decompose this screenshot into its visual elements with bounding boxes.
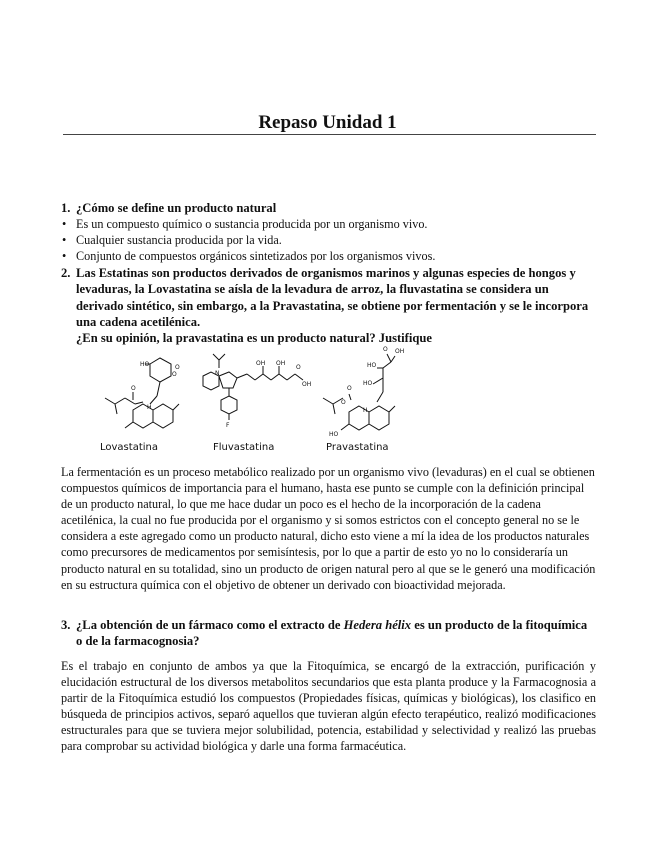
question-3-text <box>76 617 596 650</box>
atom-label: HO <box>140 361 150 368</box>
atom-label: O <box>172 371 177 378</box>
question-2 <box>61 265 596 346</box>
question-1 <box>61 200 596 216</box>
lovastatin-structure <box>105 358 180 428</box>
question-3-species-name: Hedera hélix <box>343 618 412 632</box>
question-3-text-start: ¿La obtención de un fármaco como el extracto de <box>76 618 344 632</box>
question-3-text-end: es un producto de la fitoquímica o de la farmacognosia? <box>76 618 588 649</box>
question-3 <box>61 617 596 650</box>
atom-label: H <box>147 404 152 411</box>
question-2-text: Las Estatinas son productos derivados de organismos marinos y algunas especies de hongos y levaduras, la Lovastatina se aísla de la levadura de arroz, la fluvastatina se considera un derivado sintético, sin embargo, a la Pravastatina, se obtiene por fermentación y se le incorpora una cadena acetilénica. <box>76 266 589 329</box>
list-item: • Es un compuesto químico o sustancia producida por un organismo vivo. <box>61 216 596 232</box>
structure-label-lovastatina: Lovastatina <box>100 442 158 453</box>
question-3-number: 3. <box>61 618 71 632</box>
question-3-answer: Es el trabajo en conjunto de ambos ya que la Fitoquímica, se encargó de la extracción, purificación y elucidación estructural de los diversos metabolitos secundarios que esta planta produce y la Farmacognosia a partir de la Fitoquímica estudió los compuestos (Propiedades físicas, químicas y biológicas), los clasifico en búsqueda de principios activos, separó aquellos que tuvieran algún efecto terapéutico, realizó modificaciones estructurales para que se tuviera mejor solubilidad, potencia, estabilidad y selectividad y realizó las pruebas para comprobar su actividad biológica y darle una forma farmacéutica. <box>61 659 596 754</box>
atom-label: OH <box>302 381 312 388</box>
question-2-number: 2. <box>61 266 71 280</box>
atom-label: OH <box>256 360 266 367</box>
atom-label: O <box>296 364 301 371</box>
statin-structures-figure <box>95 344 415 444</box>
question-2-answer: La fermentación es un proceso metabólico realizado por un organismo vivo (levaduras) en el cual se obtienen compuestos químicos de importancia para el humano, hasta ese punto se cumple con la definición principal de un producto natural, lo que me hace dudar un poco es el hecho de la incorporación de la cadena acetilénica, la cual no fue producida por el organismo y si somos estrictos con el concepto general no se le considera a este agregado como un producto natural, dicho esto viene a mí la idea de los productos naturales como precursores de medicamentos por semisíntesis, por lo que a partir de esto yo no lo consideraría un producto natural en su totalidad, sino un producto de origen natural pero al que se le generó una modificación en su estructura química con el objetivo de obtener un derivado con bioactividad mejorada. <box>61 465 596 592</box>
atom-label: HO <box>329 431 339 438</box>
atom-label: O <box>347 385 352 392</box>
list-item: • Conjunto de compuestos orgánicos sintetizados por los organismos vivos. <box>61 248 596 264</box>
fluvastatin-structure <box>203 354 311 429</box>
atom-label: O <box>175 364 180 371</box>
pravastatin-structure <box>323 346 404 438</box>
title-underline <box>63 134 596 135</box>
question-1-number: 1. <box>61 201 71 215</box>
structure-label-pravastatina: Pravastatina <box>326 442 389 453</box>
question-2-subquestion: ¿En su opinión, la pravastatina es un producto natural? Justifique <box>76 331 432 346</box>
page-title: Repaso Unidad 1 <box>258 112 397 133</box>
atom-label: OH <box>395 348 405 355</box>
atom-label: H <box>363 407 368 414</box>
atom-label: F <box>226 422 230 429</box>
atom-label: HO <box>363 380 373 387</box>
question-1-bullet-list <box>61 216 596 265</box>
structure-label-fluvastatina: Fluvastatina <box>213 442 275 453</box>
list-item: • Cualquier sustancia producida por la vida. <box>61 232 596 248</box>
question-1-text: ¿Cómo se define un producto natural <box>76 201 277 215</box>
atom-label: N <box>215 370 220 377</box>
atom-label: OH <box>276 360 286 367</box>
atom-label: O <box>341 399 346 406</box>
atom-label: O <box>131 385 136 392</box>
atom-label: HO <box>367 362 377 369</box>
atom-label: O <box>383 346 388 353</box>
